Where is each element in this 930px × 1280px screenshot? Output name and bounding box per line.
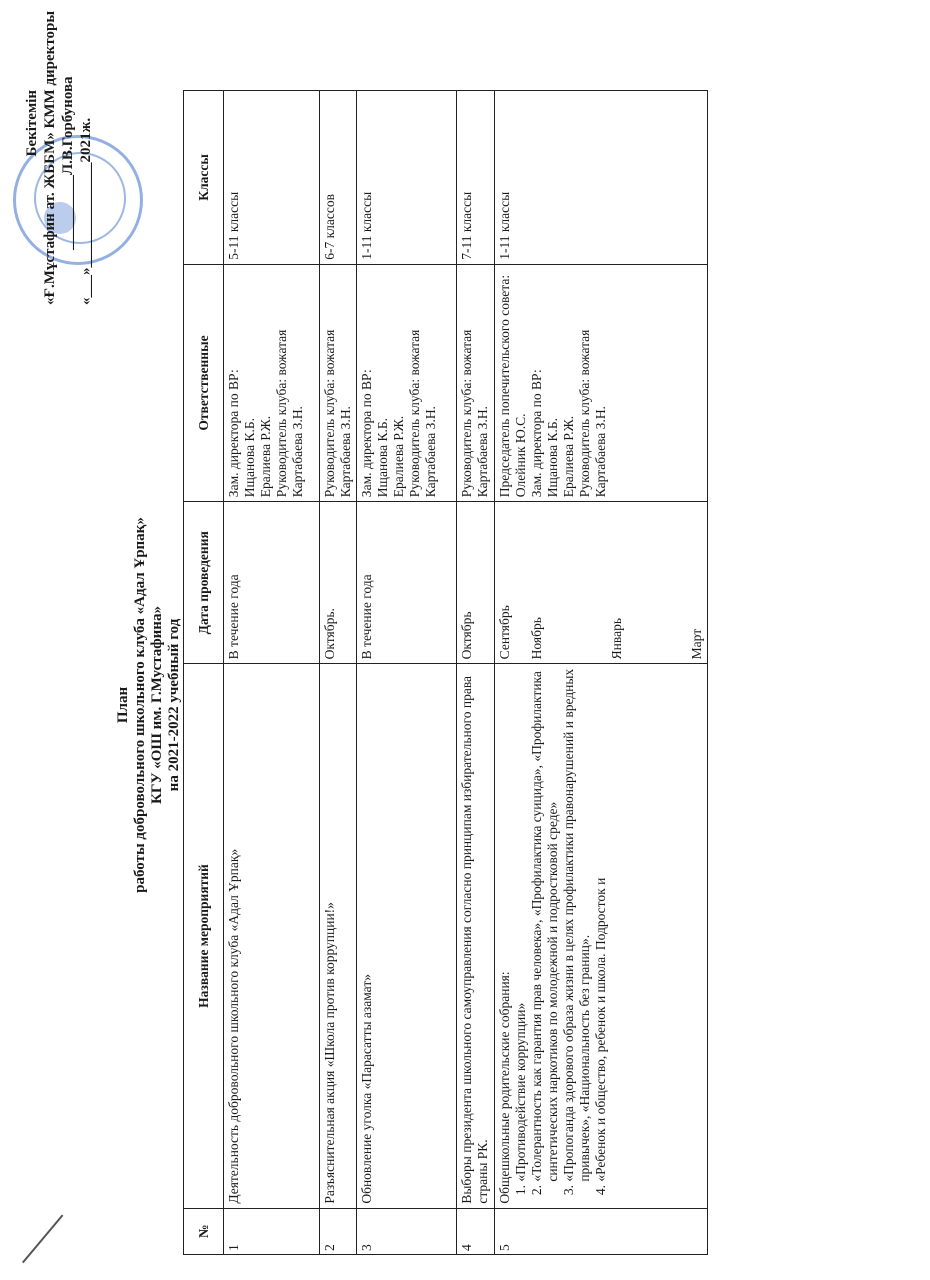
event-name: Деятельность добровольного школьного клуба «Адал Ұрпақ» <box>224 664 320 1208</box>
approval-date-open: «___» <box>78 267 94 305</box>
event-date: В течение года <box>224 502 320 664</box>
event-dates-cell <box>495 502 708 664</box>
document-title <box>115 405 183 1005</box>
column-header-number: № <box>184 1208 224 1254</box>
event-name-list <box>495 664 708 1208</box>
table-row <box>224 91 320 1255</box>
title-line-4: на 2021-2022 учебный год <box>166 618 182 792</box>
meeting-topics-list <box>513 668 609 1203</box>
row-number: 5 <box>495 1208 708 1254</box>
event-date: В течение года <box>357 502 457 664</box>
row-number: 4 <box>457 1208 495 1254</box>
table-row <box>495 91 708 1255</box>
title-line-1: План <box>115 686 131 724</box>
approval-director-name: Л.В.Горбунова <box>60 76 76 175</box>
row-number: 1 <box>224 1208 320 1254</box>
event-date: Ноябрь <box>529 617 544 660</box>
rotated-document-page <box>15 10 905 1265</box>
event-date: Январь <box>609 618 624 660</box>
event-date: Март <box>689 628 704 660</box>
event-name: Разъяснительная акция «Школа против коррупции!» <box>320 664 357 1208</box>
list-item: 1. «Противодействие коррупции» <box>513 668 529 1181</box>
approval-director-line: «Ғ.Мұстафин ат. ЖББМ» КММ директоры <box>42 10 58 305</box>
responsible-cell: Зам. директора по ВР: Ищанова К.Б. Ералиева Р.Ж. Руководитель клуба: вожатая Картабаева З.Н. <box>357 264 457 501</box>
event-name: Общешкольные родительские собрания: <box>497 971 512 1204</box>
title-line-2: работы добровольного школьного клуба «Адал Ұрпақ» <box>132 517 148 893</box>
row-number: 2 <box>320 1208 357 1254</box>
title-line-3: КГУ «ОШ им. Г.Мустафина» <box>149 606 165 804</box>
event-date: Октябрь. <box>320 502 357 664</box>
event-name: Выборы президента школьного самоуправления согласно принципам избирательного права страны РК. <box>457 664 495 1208</box>
list-item: 3. «Пропоганда здорового образа жизни в целях профилактики правонарушений и вредных привычек», «Национальность без границ». <box>561 668 593 1181</box>
approval-block: Бекітемін «Ғ.Мұстафин ат. ЖББМ» КММ директоры __________Л.В.Горбунова «___»______________2021ж. <box>24 10 94 305</box>
approval-heading: Бекітемін <box>24 90 40 157</box>
list-item: 4. «Ребенок и общество, ребенок и школа. Подросток и <box>593 668 609 1181</box>
responsible-cell: Руководитель клуба: вожатая Картабаева З.Н. <box>457 264 495 501</box>
event-date: Сентябрь <box>497 605 512 660</box>
column-header-classes: Классы <box>184 91 224 265</box>
list-item: 2. «Толерантность как гарантия прав человека», «Профилактика суицида», «Профилактика синтетических наркотиков по молодежной и подростковой среде» <box>529 668 561 1181</box>
row-number: 3 <box>357 1208 457 1254</box>
column-header-date: Дата проведения <box>184 502 224 664</box>
column-header-event: Название мероприятий <box>184 664 224 1208</box>
event-classes: 7-11 классы <box>457 91 495 265</box>
table-row <box>457 91 495 1255</box>
event-classes: 1-11 классы <box>495 91 708 265</box>
table-header-row <box>184 91 224 1255</box>
event-name: Обновление уголка «Парасатты азамат» <box>357 664 457 1208</box>
table-row <box>320 91 357 1255</box>
event-classes: 1-11 классы <box>357 91 457 265</box>
plan-table <box>183 90 708 1255</box>
responsible-cell: Руководитель клуба: вожатая Картабаева З.Н. <box>320 264 357 501</box>
table-row <box>357 91 457 1255</box>
event-date: Октябрь <box>457 502 495 664</box>
column-header-responsible: Ответственные <box>184 264 224 501</box>
responsible-cell: Зам. директора по ВР: Ищанова К.Б. Ералиева Р.Ж. Руководитель клуба: вожатая Картабаева З.Н. <box>224 264 320 501</box>
event-classes: 5-11 классы <box>224 91 320 265</box>
approval-year: 2021ж. <box>78 117 94 163</box>
responsible-cell: Председатель попечительского совета: Олейник Ю.С. Зам. директора по ВР: Ищанова К.Б. Ералиева Р.Ж. Руководитель клуба: вожатая Картабаева З.Н. <box>495 264 708 501</box>
event-classes: 6-7 классов <box>320 91 357 265</box>
